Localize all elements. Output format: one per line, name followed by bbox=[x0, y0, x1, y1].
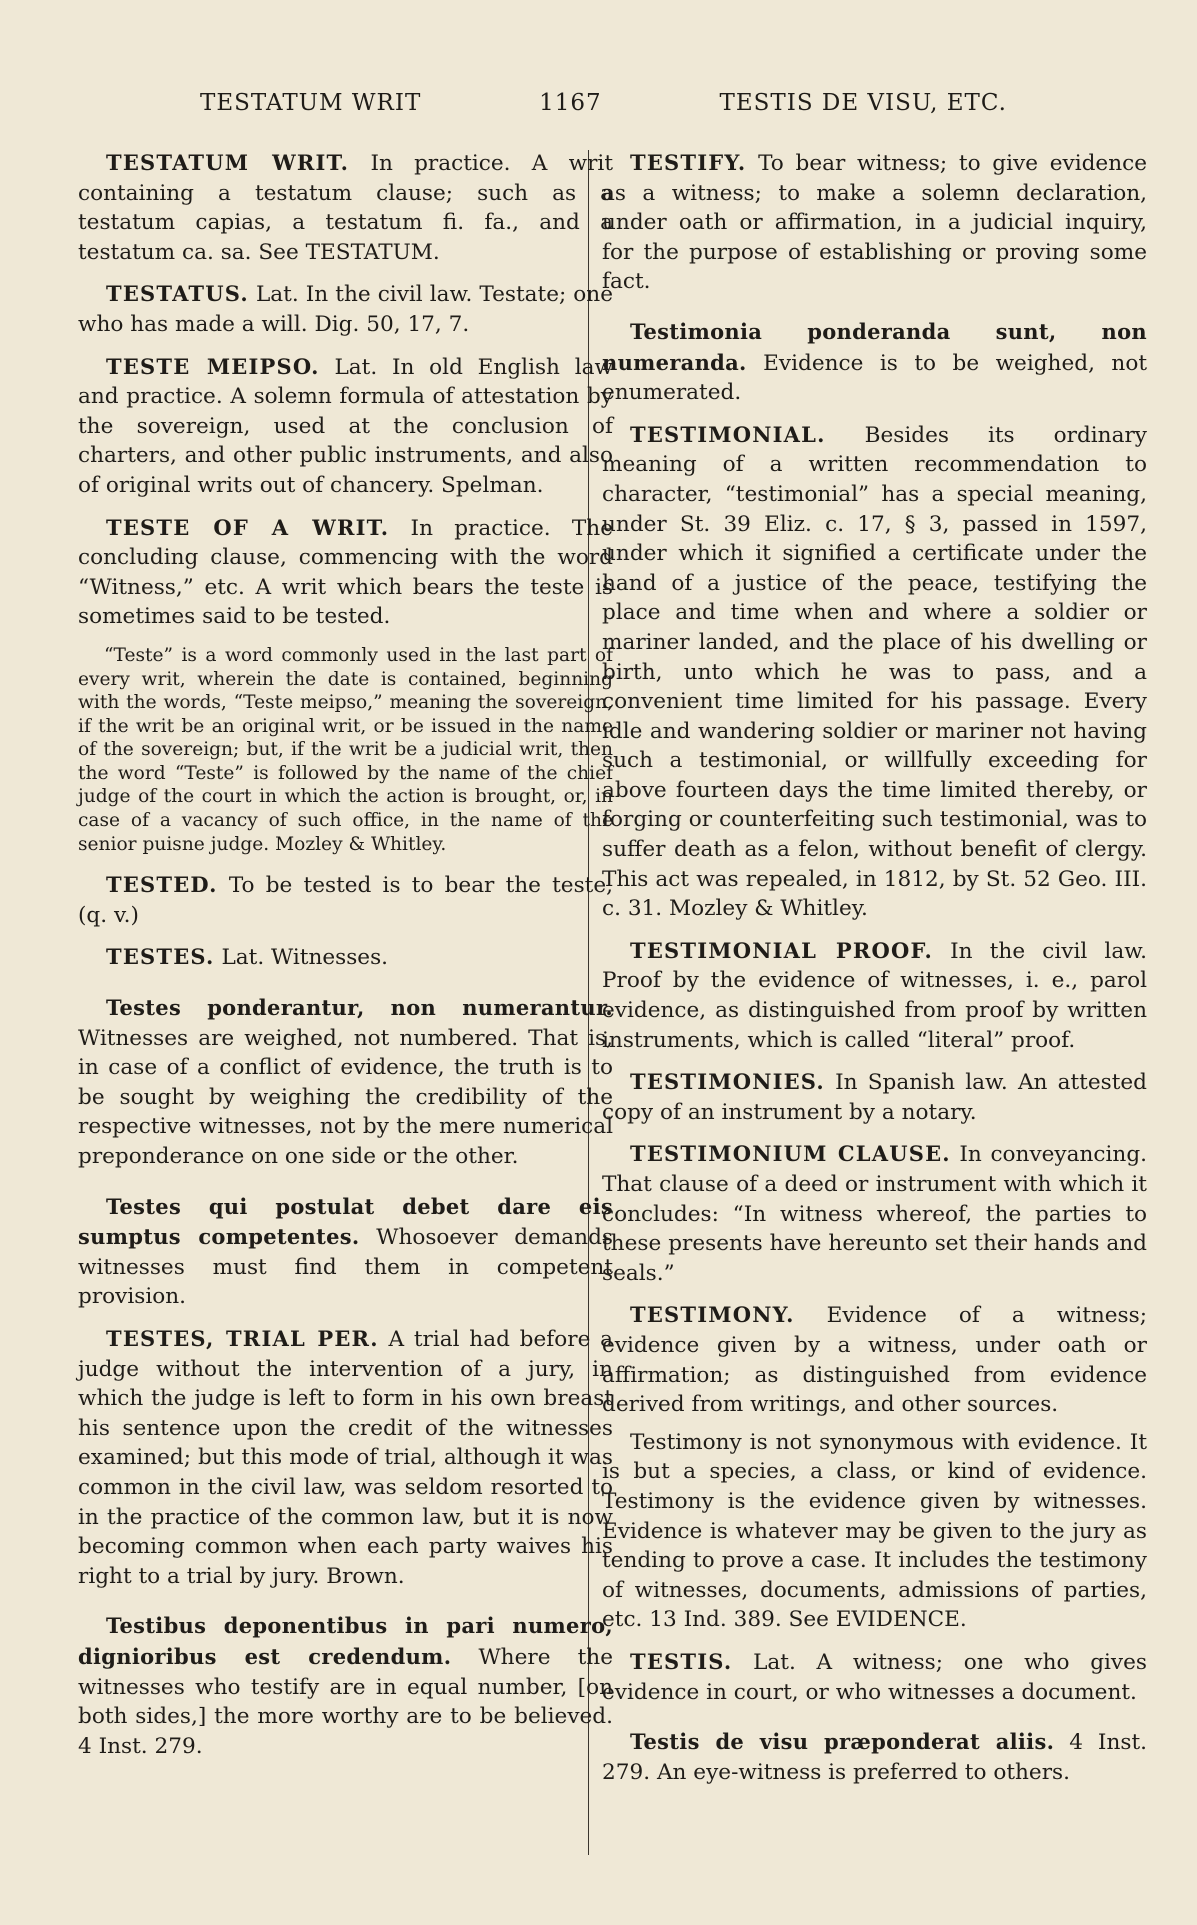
maxim-heading: Testimonia ponderanda sunt, non numeranda. bbox=[602, 318, 1147, 375]
maxim-entry bbox=[78, 1611, 613, 1761]
headword: TESTED. bbox=[106, 872, 218, 898]
headword: TESTIMONIES. bbox=[630, 1069, 825, 1095]
headword: TESTE OF A WRIT. bbox=[106, 514, 390, 540]
definition-text: A trial had before a judge without the intervention of a jury, in which the judge is left to form in his own breast his sentence upon the credit of the witnesses examined; but this mode of trial, although it was common in the civil law, was seldom resorted to in the practice of the common law, but it is now becoming common when each party waives his right to a trial by jury. Brown. bbox=[78, 1326, 613, 1589]
headword: TESTE MEIPSO. bbox=[106, 353, 320, 379]
definition-text: In Spanish law. An attested copy of an instrument by a notary. bbox=[602, 1070, 1147, 1125]
maxim-entry bbox=[602, 1727, 1147, 1787]
maxim-entry bbox=[602, 317, 1147, 408]
definition-text: Lat. A witness; one who gives evidence in court, or who witnesses a document. bbox=[602, 1649, 1147, 1705]
dictionary-entry bbox=[78, 1324, 613, 1591]
definition-text: To be tested is to bear the teste, (q. v.) bbox=[78, 873, 613, 928]
headword: TESTIMONIUM CLAUSE. bbox=[630, 1141, 951, 1167]
headword: TESTATUM WRIT. bbox=[106, 150, 350, 175]
dictionary-entry bbox=[602, 1647, 1147, 1707]
definition-text: In conveyancing. That clause of a deed or instrument with which it concludes: “In witness whereof, the parties to these presents have hereunto set their hands and seals.” bbox=[602, 1142, 1148, 1286]
header-left-term: TESTATUM WRIT bbox=[200, 90, 422, 116]
dictionary-entry bbox=[602, 1067, 1147, 1127]
definition-text: In practice. The concluding clause, commencing with the word “Witness,” etc. A writ which bears the teste is sometimes said to be tested. bbox=[78, 515, 613, 630]
headword: TESTIMONIAL PROOF. bbox=[630, 937, 933, 963]
dictionary-entry bbox=[602, 1139, 1147, 1288]
dictionary-entry bbox=[602, 936, 1147, 1055]
headword: TESTIMONY. bbox=[630, 1302, 795, 1328]
definition-text: Where the witnesses who testify are in equal number, [on both sides,] the more worthy are to be believed. 4 Inst. 279. bbox=[78, 1644, 613, 1759]
left-column bbox=[78, 148, 613, 1773]
dictionary-entry bbox=[78, 942, 613, 973]
maxim-heading: Testis de visu præponderat aliis. bbox=[630, 1729, 1055, 1755]
maxim-entry bbox=[78, 993, 613, 1172]
page-number: 1167 bbox=[539, 90, 602, 116]
header-right-term: TESTIS DE VISU, ETC. bbox=[719, 90, 1007, 116]
headword: TESTATUS. bbox=[106, 281, 249, 307]
dictionary-entry bbox=[78, 870, 613, 930]
quote-text: “Teste” is a word commonly used in the last part of every writ, wherein the date is contained, beginning with the words, “Teste meipso,” meaning the sovereign, if the writ be an original writ, or be issued in the name of the sovereign; but, if the writ be a judicial writ, then the word “Teste” is followed by the name of the chief judge of the court in which the action is brought, or, in case of a vacancy of such office, in the name of the senior puisne judge. Mozley & Whitley. bbox=[78, 644, 613, 855]
headword: TESTIMONIAL. bbox=[630, 421, 826, 447]
dictionary-entry bbox=[602, 1300, 1147, 1419]
running-head bbox=[200, 90, 1007, 116]
headword: TESTES, TRIAL PER. bbox=[106, 1325, 379, 1351]
dictionary-entry bbox=[78, 279, 613, 339]
dictionary-entry bbox=[78, 148, 613, 267]
definition-text: Witnesses are weighed, not numbered. That is, in case of a conflict of evidence, the truth is to be sought by weighing the credibility of the respective witnesses, not by the mere numerical preponderance on one side or the other. bbox=[78, 1025, 613, 1169]
definition-text: Evidence of a witness; evidence given by a witness, under oath or affirmation; as distinguished from evidence derived from writings, and other sources. bbox=[602, 1303, 1147, 1418]
maxim-heading: Testibus deponentibus in pari numero, dignioribus est credendum. bbox=[78, 1613, 613, 1669]
headword: TESTIS. bbox=[630, 1648, 733, 1674]
definition-text: Besides its ordinary meaning of a written recommendation to character, “testimonial” has a special meaning, under St. 39 Eliz. c. 17, § 3, passed in 1597, under which it signified a certificate under the hand of a justice of the peace, testifying the place and time when and where a soldier or mariner landed, and the place of his dwelling or birth, unto which he was to pass, and a convenient time limited for his passage. Every idle and wandering soldier or mariner not having such a testimonial, or willfully exceeding for above fourteen days the time limited thereby, or forging or counterfeiting such testimonial, was to suffer death as a felon, without benefit of clergy. This act was repealed, in 1812, by St. 52 Geo. III. c. 31. Mozley & Whitley. bbox=[602, 422, 1147, 922]
definition-text: Evidence is to be weighed, not enumerated. bbox=[602, 350, 1147, 406]
definition-text: To bear witness; to give evidence as a witness; to make a solemn declaration, under oath or affirmation, in a judicial inquiry, for the purpose of establishing or proving some fact. bbox=[602, 151, 1147, 295]
definition-text: Lat. Witnesses. bbox=[221, 945, 389, 971]
dictionary-entry bbox=[602, 420, 1147, 924]
entry-paragraph bbox=[602, 1428, 1147, 1635]
definition-text: Lat. In old English law and practice. A solemn formula of attestation by the sovereign, used at the conclusion of charters, and other public instruments, and also of original writs out of chancery. Spelman. bbox=[78, 354, 613, 498]
headword: TESTIFY. bbox=[630, 150, 747, 175]
dictionary-entry bbox=[78, 352, 613, 501]
maxim-heading: Testes qui postulat debet dare eis sumptus competentes. bbox=[78, 1193, 613, 1250]
right-column bbox=[602, 148, 1147, 1799]
definition-text: In practice. A writ containing a testatum clause; such as a testatum capias, a testatum fi. fa., and a testatum ca. sa. See TESTATUM. bbox=[78, 151, 614, 265]
paragraph-text: Testimony is not synonymous with evidence. It is but a species, a class, or kind of evidence. Testimony is the evidence given by witnesses. Evidence is whatever may be given to the jury as tending to prove a case. It includes the testimony of witnesses, documents, admissions of parties, etc. 13 Ind. 389. See EVIDENCE. bbox=[602, 1429, 1147, 1633]
maxim-heading: Testes ponderantur, non numerantur. bbox=[106, 995, 613, 1021]
maxim-entry bbox=[78, 1192, 613, 1312]
dictionary-entry bbox=[78, 513, 613, 632]
definition-text: Whosoever demands witnesses must find them in competent provision. bbox=[78, 1225, 613, 1310]
quoted-passage bbox=[78, 644, 613, 856]
definition-text: Lat. In the civil law. Testate; one who has made a will. Dig. 50, 17, 7. bbox=[78, 282, 613, 337]
definition-text: 4 Inst. 279. An eye-witness is preferred to others. bbox=[602, 1730, 1147, 1785]
definition-text: In the civil law. Proof by the evidence of witnesses, i. e., parol evidence, as distinguished from proof by written instruments, which is called “literal” proof. bbox=[602, 938, 1147, 1053]
headword: TESTES. bbox=[106, 944, 215, 970]
dictionary-entry bbox=[602, 148, 1147, 297]
